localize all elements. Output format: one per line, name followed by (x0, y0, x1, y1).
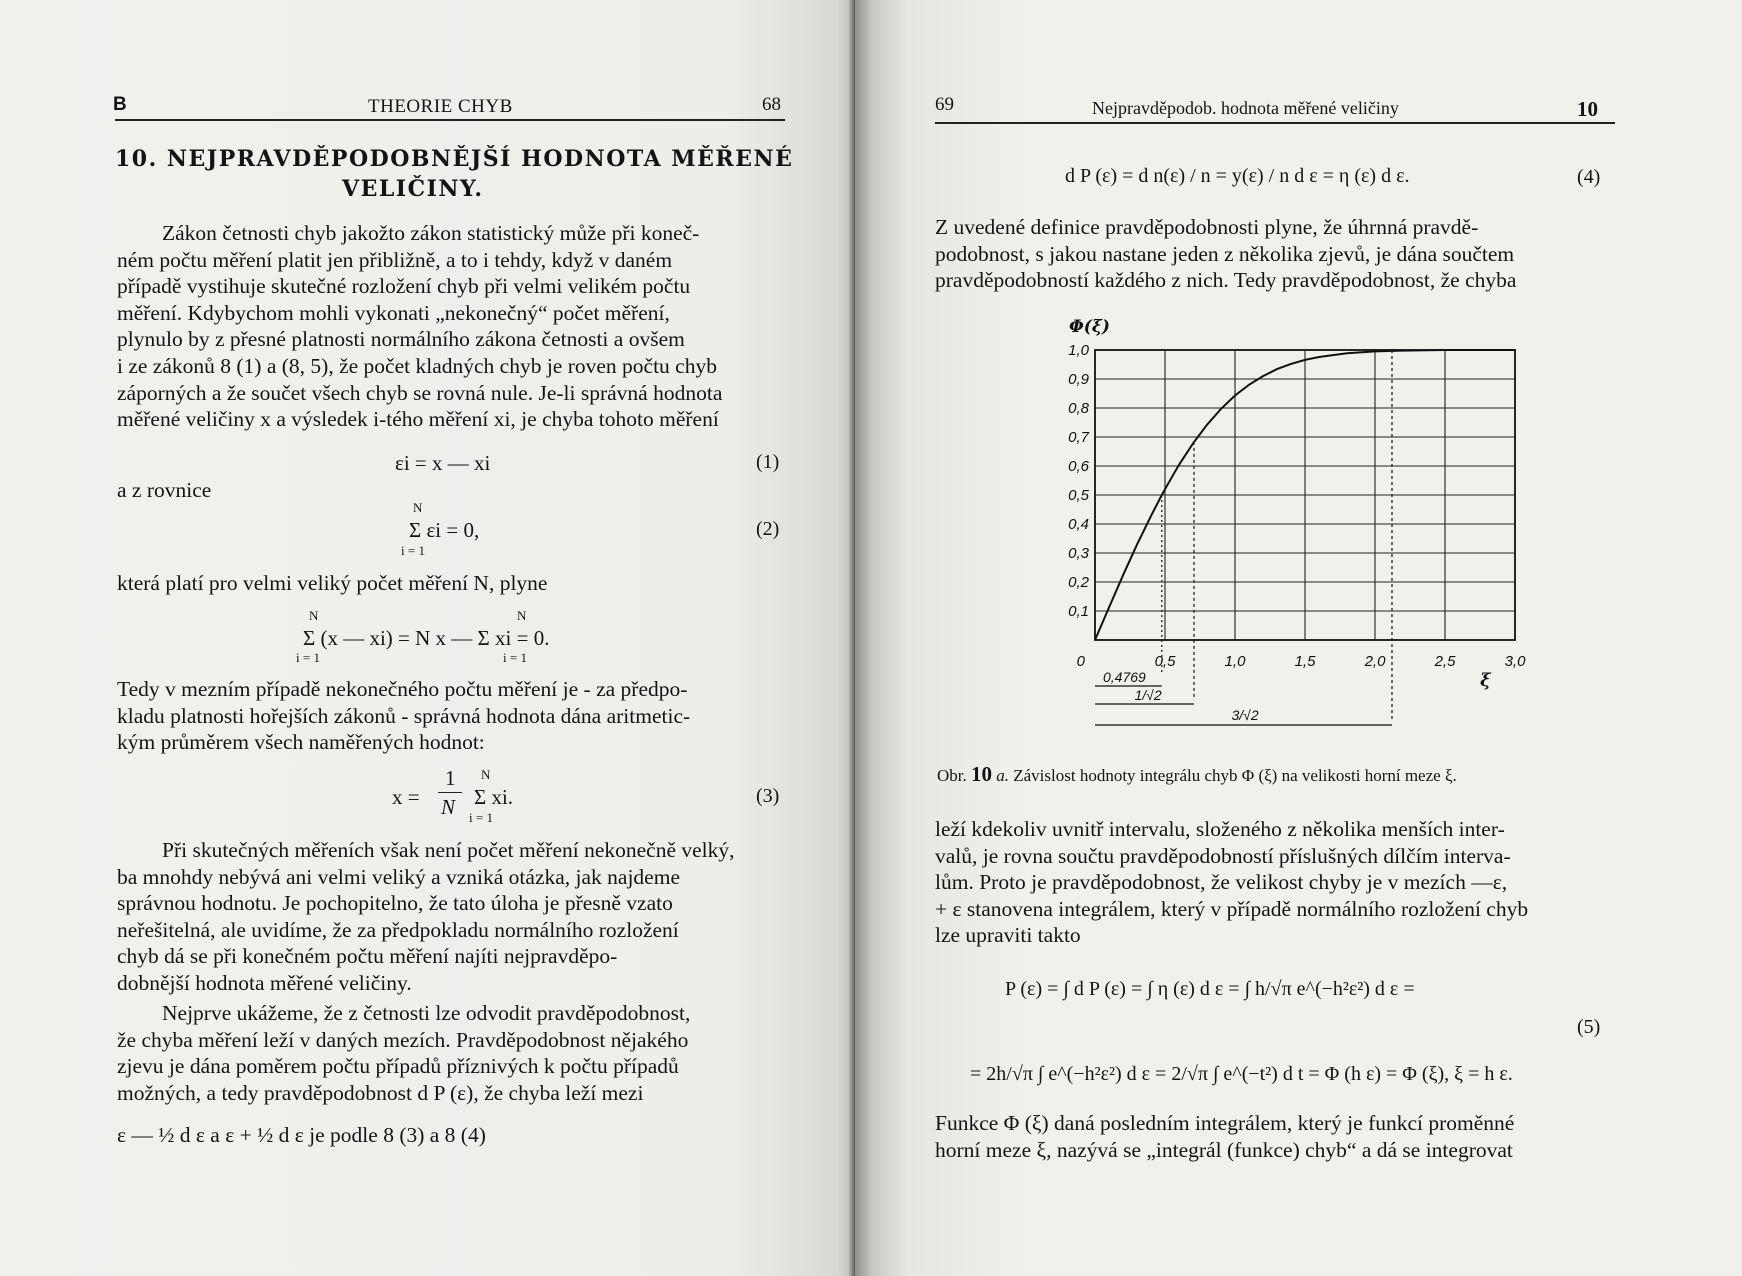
eq3-rhs: Σ xi. (474, 785, 514, 809)
text-line: leží kdekoliv uvnitř intervalu, složeného z několika menších inter- (935, 817, 1505, 841)
y-tick-label: 0,1 (1068, 603, 1089, 620)
paragraph-3 (117, 837, 783, 997)
text-line: kladu platnosti hořejších zákonů - správná hodnota dána aritmetic- (117, 703, 691, 728)
y-tick-label: 1,0 (1068, 342, 1089, 359)
section-title-line1: 10. NEJPRAVDĚPODOBNĚJŠÍ HODNOTA MĚŘENÉ (115, 146, 794, 172)
text-line: že chyba měření leží v daných mezích. Pravděpodobnost nějakého (117, 1027, 689, 1052)
text-line: Zákon četnosti chyb jakožto zákon statistický může při koneč- (162, 221, 700, 245)
right-paragraph-1 (935, 214, 1615, 294)
header-rule-right (935, 122, 1615, 124)
page-number-left: 68 (762, 94, 781, 115)
chart-grid (1095, 350, 1515, 640)
equation-4-number: (4) (1577, 166, 1601, 188)
y-tick-label: 0,7 (1068, 429, 1089, 446)
eq3-upper-limit: N (481, 767, 491, 782)
text-line: měřené veličiny x a výsledek i-tého měření xi, je chyba tohoto měření (117, 407, 719, 432)
x-tick-label: 3,0 (1504, 653, 1526, 670)
text-line: + ε stanovena integrálem, který v případě normálního rozložení chyb (935, 896, 1529, 921)
figure-caption (937, 762, 1457, 787)
x-tick-label: 1,0 (1224, 653, 1246, 670)
right-paragraph-3 (935, 1110, 1615, 1163)
y-tick-label: 0,2 (1068, 574, 1089, 591)
text-line: ném počtu měření platit jen přibližně, a to i tehdy, když v daném (117, 247, 673, 272)
text-line: pravděpodobností každého z nich. Tedy pravděpodobnost, že chyba (935, 268, 1517, 293)
caption-prefix: Obr. (937, 766, 967, 785)
eq-sum-lower2: i = 1 (503, 650, 527, 665)
text-line: možných, a tedy pravděpodobnost d P (ε), že chyba leží mezi (117, 1080, 644, 1105)
text-line: valů, je rovna součtu pravděpodobností příslušných dílčím interva- (935, 843, 1511, 868)
equation-5-number: (5) (1577, 1016, 1601, 1038)
y-tick-label: 0,3 (1068, 545, 1089, 562)
annotation-3-over-sqrt2: 3/√2 (1231, 707, 1259, 723)
eq3-denominator: N (441, 795, 456, 819)
text-line: Funkce Φ (ξ) daná posledním integrálem, který je funkcí proměnné (935, 1111, 1515, 1135)
eq-sum-lower1: i = 1 (296, 650, 320, 665)
text-line: Tedy v mezním případě nekonečného počtu měření je - za předpo- (117, 677, 688, 701)
eq2-upper-limit: N (413, 500, 423, 515)
header-rule-left (115, 119, 785, 121)
x-tick-label: 0,5 (1154, 653, 1176, 670)
x-axis-label: ξ (1480, 670, 1491, 691)
paragraph-2 (117, 676, 783, 756)
text-line: neřešitelná, ale uvidíme, že za předpokladu normálního rozložení (117, 917, 679, 942)
text-line: i ze zákonů 8 (1) a (8, 5), že počet kladných chyb je roven počtu chyb (117, 353, 717, 378)
text-line: Při skutečných měřeních však není počet měření nekonečně velký, (162, 838, 735, 862)
text-line: správnou hodnotu. Je pochopitelno, že tato úloha je přesně vzato (117, 891, 673, 916)
text-line: případě vystihuje skutečné rozložení chyb při velmi velikém počtu (117, 274, 691, 299)
text-line: Z uvedené definice pravděpodobnosti plyne, že úhrnná pravdě- (935, 215, 1479, 239)
equation-5-line1: P (ε) = ∫ d P (ε) = ∫ η (ε) d ε = ∫ h/√π e^(−h²ε²) d ε = (1005, 978, 1415, 1000)
text-line: horní meze ξ, nazývá se „integrál (funkce) chyb“ a dá se integrovat (935, 1137, 1513, 1162)
page-number-right: 69 (935, 94, 954, 115)
text-line: záporných a že součet všech chyb se rovná nule. Je-li správná hodnota (117, 380, 723, 405)
equation-1: εi = x — xi (395, 451, 491, 475)
equation-4: d P (ε) = d n(ε) / n = y(ε) / n d ε = η (ε) d ε. (1065, 165, 1410, 187)
text-line: podobnost, s jakou nastane jeden z několika zjevů, je dána součtem (935, 241, 1515, 266)
eq3-fraction-bar (438, 792, 462, 793)
annotation-04769: 0,4769 (1103, 669, 1146, 685)
paragraph-1 (117, 220, 783, 433)
text-line: lze upraviti takto (935, 923, 1081, 948)
text-line: zjevu je dána poměrem počtu případů příznivých k počtu případů (117, 1054, 679, 1079)
running-head-right: Nejpravděpodob. hodnota měřené veličiny (1092, 98, 1399, 118)
eq-sum-upper1: N (309, 608, 319, 623)
y-tick-label: 0,6 (1068, 458, 1089, 475)
eq2-lower-limit: i = 1 (401, 543, 425, 558)
equation-3-number: (3) (756, 785, 780, 807)
y-tick-label: 0,4 (1068, 516, 1089, 533)
caption-text: Závislost hodnoty integrálu chyb Φ (ξ) na velikosti horní meze ξ. (1013, 766, 1457, 785)
text-line: Nejprve ukážeme, že z četnosti lze odvodit pravděpodobnost, (162, 1001, 691, 1025)
y-tick-label: 0,8 (1068, 400, 1089, 417)
y-tick-label: 0,5 (1068, 487, 1089, 504)
section-title-line2: VELIČINY. (342, 176, 484, 202)
text-line: chyb dá se při konečném počtu měření najíti nejpravděpo- (117, 944, 618, 969)
equation-5-line2: = 2h/√π ∫ e^(−h²ε²) d ε = 2/√π ∫ e^(−t²) d t = Φ (h ε) = Φ (ξ), ξ = h ε. (970, 1063, 1513, 1085)
x-tick-label: 2,0 (1364, 653, 1386, 670)
y-axis-label: Φ(ξ) (1069, 317, 1110, 337)
right-paragraph-2 (935, 816, 1615, 949)
annotation-1-over-sqrt2: 1/√2 (1134, 687, 1162, 703)
text-line: dobnější hodnota měřené veličiny. (117, 970, 412, 995)
x-tick-label: 2,5 (1434, 653, 1456, 670)
eq3-lower-limit: i = 1 (469, 810, 493, 825)
chart-ticks (1068, 317, 1526, 691)
equation-1-number: (1) (756, 451, 780, 473)
text-ktera-plati: která platí pro velmi veliký počet měření N, plyne (117, 571, 548, 595)
text-line: ba mnohdy nebývá ani velmi veliký a vzniká otázka, jak najdeme (117, 864, 680, 889)
right-page (855, 0, 1742, 1276)
text-line: plynulo by z přesné platnosti normálního zákona četnosti a ovšem (117, 327, 685, 352)
section-number-right: 10 (1577, 97, 1598, 121)
x-tick-label-origin: 0 (1076, 653, 1085, 670)
eq-sum-upper2: N (517, 608, 527, 623)
error-integral-chart (1005, 305, 1565, 750)
text-a-z-rovnice: a z rovnice (117, 478, 212, 502)
paragraph-4 (117, 1000, 783, 1106)
eq3-lhs: x = (392, 785, 420, 809)
text-line: lům. Proto je pravděpodobnost, že velikost chyby je v mezích —ε, (935, 870, 1508, 895)
text-line: měření. Kdybychom mohli vykonati „nekonečný“ počet měření, (117, 300, 670, 325)
x-tick-label: 1,5 (1294, 653, 1316, 670)
equation-2: Σ εi = 0, (409, 518, 480, 542)
running-head-left: THEORIE CHYB (368, 96, 513, 117)
equation-2-number: (2) (756, 518, 780, 540)
equation-sum: Σ (x — xi) = N x — Σ xi = 0. (303, 626, 550, 650)
eq3-numerator: 1 (445, 766, 456, 790)
y-tick-label: 0,9 (1068, 371, 1089, 388)
last-line-left: ε — ½ d ε a ε + ½ d ε je podle 8 (3) a 8 (4) (117, 1123, 486, 1147)
caption-letter: a. (996, 766, 1009, 785)
left-page (0, 0, 855, 1276)
text-line: kým průměrem všech naměřených hodnot: (117, 730, 485, 755)
caption-number: 10 (971, 762, 992, 786)
section-letter: B (113, 94, 127, 115)
